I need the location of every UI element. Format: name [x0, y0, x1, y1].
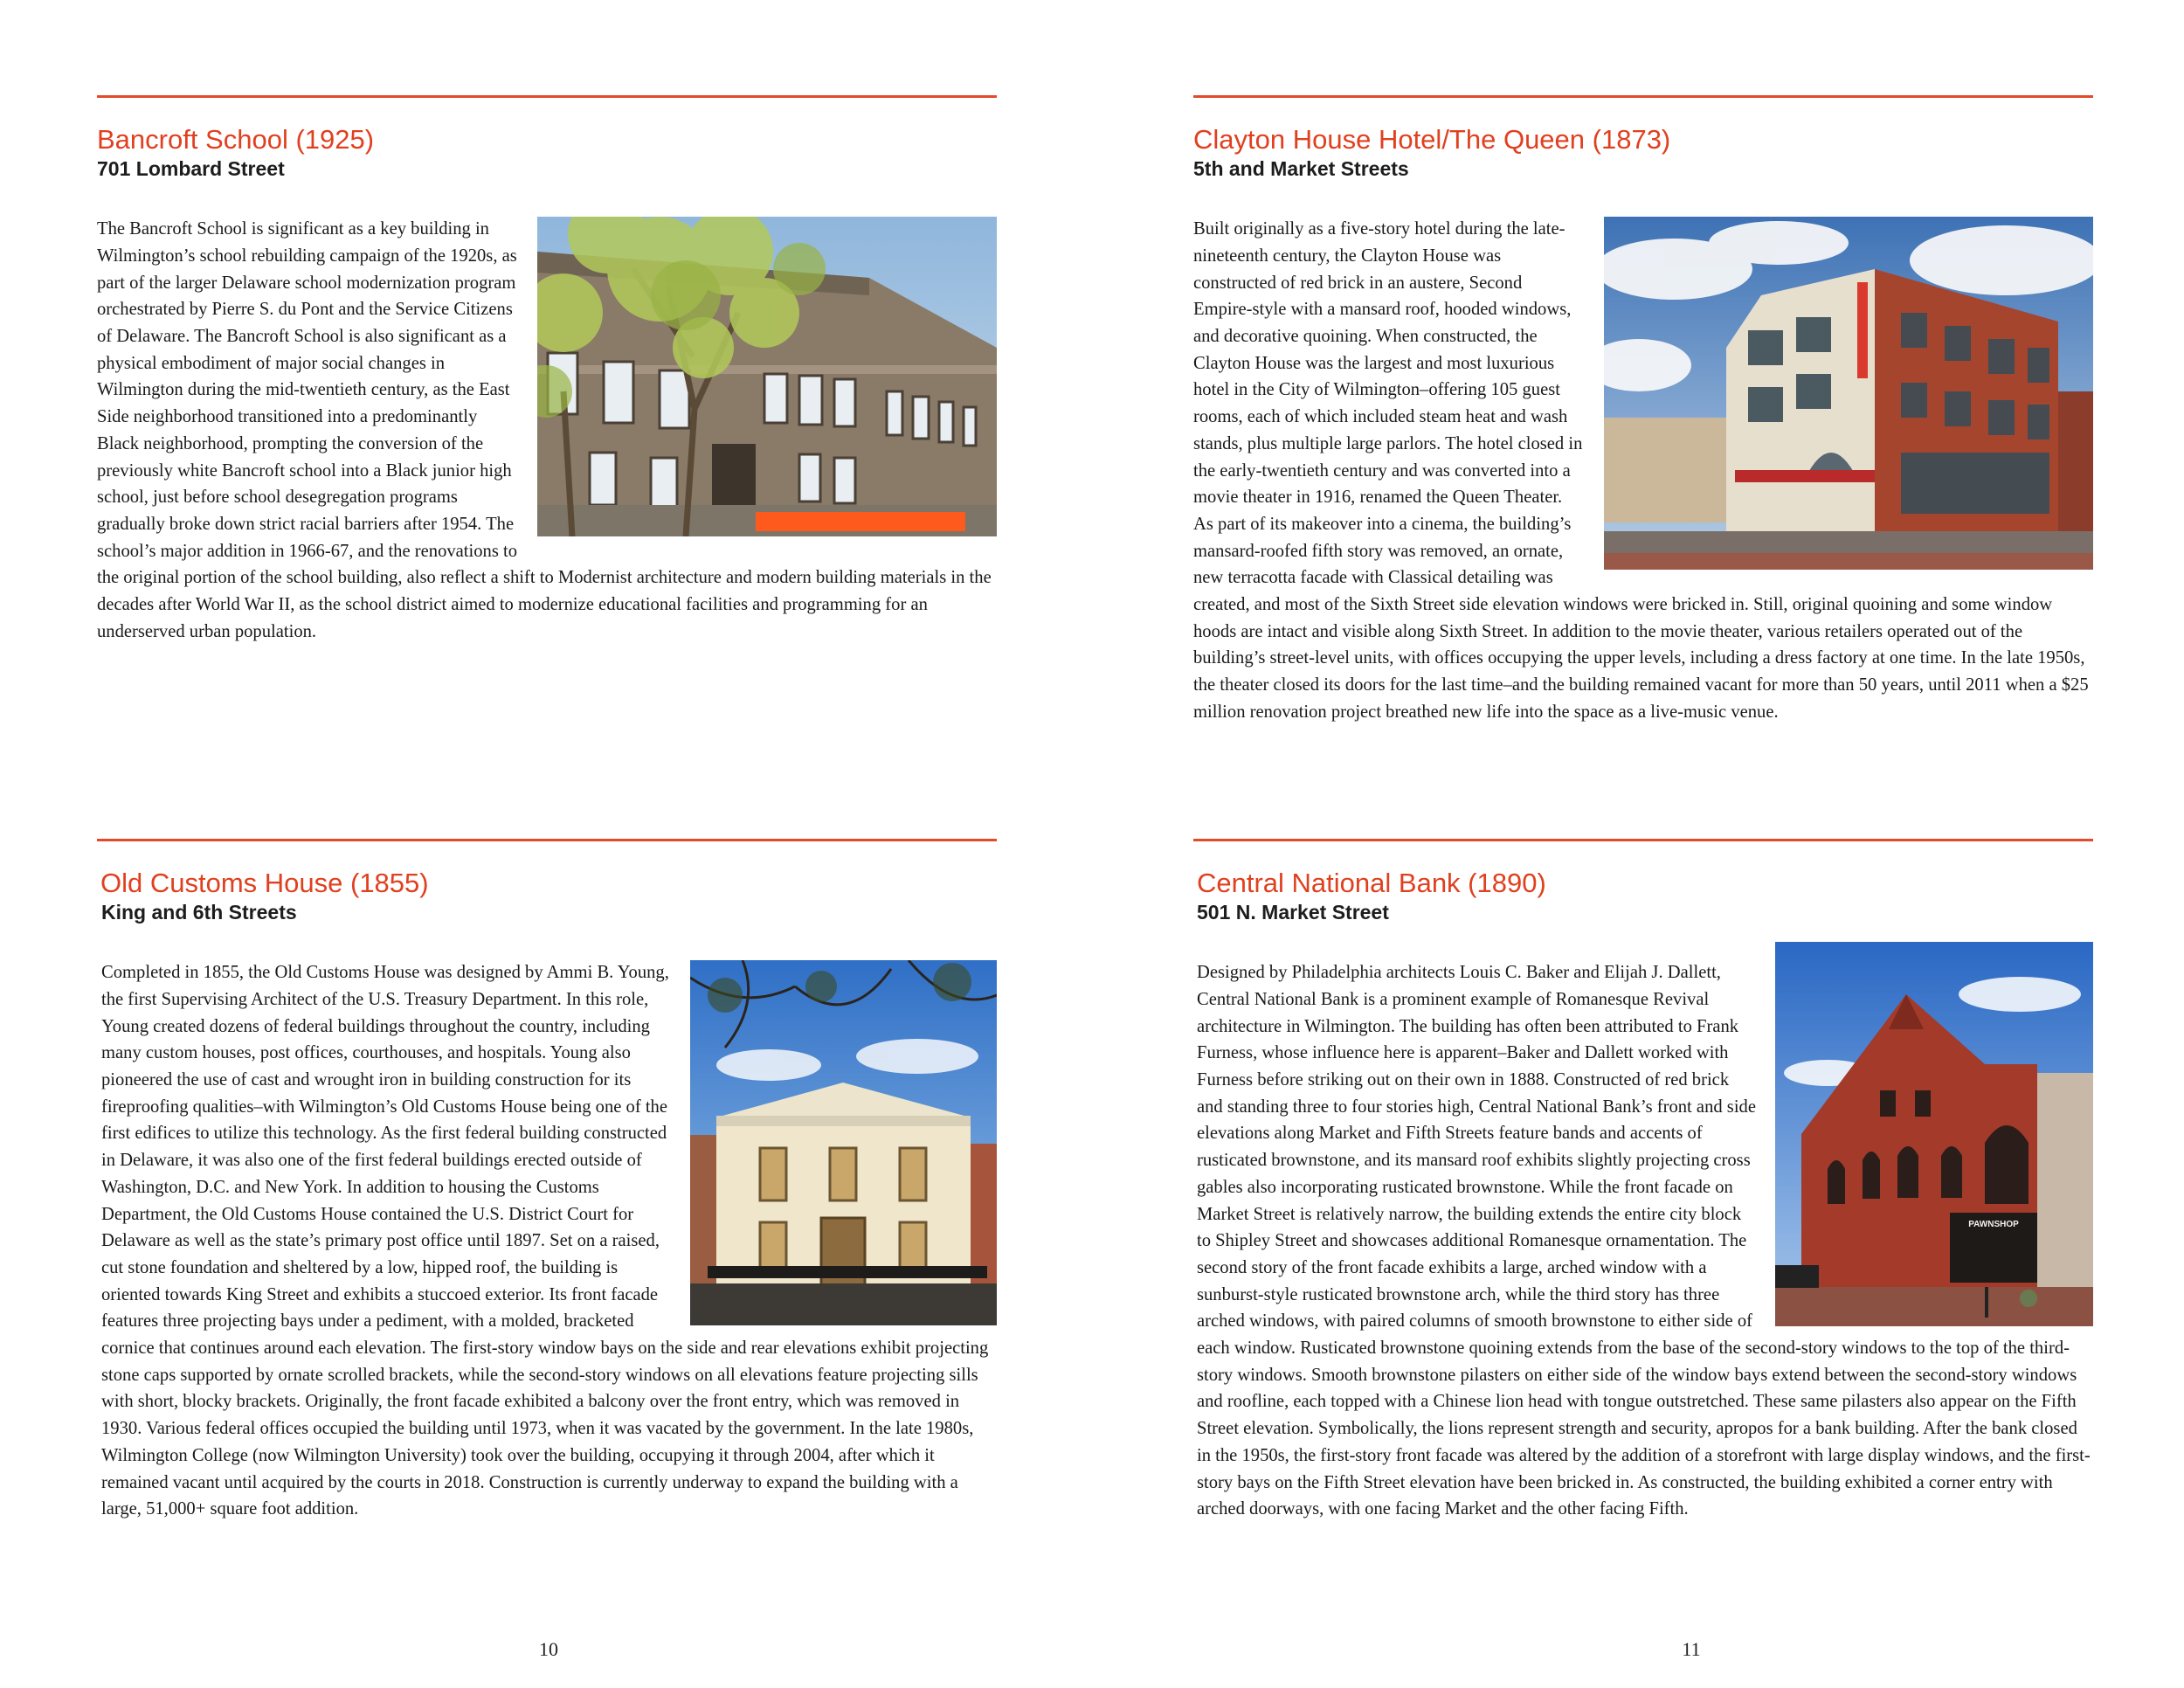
- central-national-bank-photo: [1775, 942, 2093, 1326]
- section-rule: [1193, 839, 2093, 841]
- entry-body: [1193, 216, 2093, 725]
- entry-title: Old Customs House (1855): [100, 868, 429, 898]
- entry-body: [97, 959, 997, 1523]
- section-rule: [97, 95, 997, 98]
- entry-body: [97, 216, 997, 645]
- entry-body-text: Built originally as a five-story hotel during the late-nineteenth century, the Clayton House was constructed of red brick in an austere, Second Empire-style with a mansard roof, hooded windows, and decorative quoining. When constructed, the Clayton House was the largest and most luxurious hotel in the City of Wilmington–offering 105 guest rooms, each of which included steam heat and wash stands, plus multiple large parlors. The hotel closed in the early-twentieth century and was converted into a movie theater in 1916, renamed the Queen Theater. As part of its makeover into a cinema, the building’s mansard-roofed fifth story was removed, an ornate, new terracotta facade with Classical detailing was created, and most of the Sixth Street side elevation windows were bricked in. Still, original quoining and some window hoods are intact and visible along Sixth Street. In addition to the movie theater, various retailers operated out of the building’s street-level units, with offices occupying the upper levels, including a dress factory at one time. In the late 1950s, the theater closed its doors for the last time–and the building remained vacant for more than 50 years, until 2011 when a $25 million renovation project breathed new life into the space as a live-music venue.: [1193, 219, 2089, 722]
- entry-old-customs-house: [97, 839, 997, 1523]
- pawnshop-sign: PAWNSHOP: [1968, 1220, 2019, 1230]
- clayton-house-photo: [1604, 217, 2093, 570]
- entry-title: Clayton House Hotel/The Queen (1873): [1193, 124, 1671, 155]
- entry-address: 701 Lombard Street: [97, 156, 285, 180]
- page-number: 11: [1682, 1638, 1701, 1660]
- entry-body-text: Completed in 1855, the Old Customs House was designed by Ammi B. Young, the first Supervising Architect of the U.S. Treasury Department. In this role, Young created dozens of federal buildings throughout the country, including many custom houses, post offices, courthouses, and hospitals. Young also pioneered the use of cast and wrought iron in building construction for its fireproofing qualities–with Wilmington’s Old Customs House being one of the first edifices to utilize this technology. As the first federal building constructed in Delaware, it was also one of the first federal buildings erected outside of Washington, D.C. and New York. In addition to housing the Customs Department, the Old Customs House contained the U.S. District Court for Delaware as well as the state’s primary post office until 1897. Set on a raised, cut stone foundation and sheltered by a low, hipped roof, the building is oriented towards King Street and exhibits a stuccoed exterior. Its front facade features three projecting bays under a pediment, with a molded, bracketed cornice that continues around each elevation. The first-story window bays on the side and rear elevations exhibit projecting stone caps supported by ornate scrolled brackets, while the second-story windows on all elevations feature projecting sills with short, blocky brackets. Originally, the front facade exhibited a balcony over the front entry, which was removed in 1930. Various federal offices occupied the building until 1973, when it was vacated by the government. In the late 1980s, Wilmington College (now Wilmington University) took over the building, occupying it through 2004, after which it remained vacant until acquired by the courts in 2018. Construction is currently underway to expand the building with a large, 51,000+ square foot addition.: [101, 963, 989, 1519]
- old-customs-house-photo: [690, 960, 997, 1325]
- page-number: 10: [539, 1638, 558, 1660]
- entry-clayton-house: [1193, 95, 2093, 726]
- right-page: [1092, 0, 2184, 1688]
- entry-title: Central National Bank (1890): [1197, 868, 1546, 898]
- entry-address: 5th and Market Streets: [1193, 156, 1409, 180]
- entry-body-text: The Bancroft School is significant as a key building in Wilmington’s school rebuilding campaign of the 1920s, as part of the larger Delaware school modernization program orchestrated by Pierre S. du Pont and the Service Citizens of Delaware. The Bancroft School is also significant as a physical embodiment of major social changes in Wilmington during the mid-twentieth century, as the East Side neighborhood transitioned into a predominantly Black neighborhood, prompting the conversion of the previously white Bancroft school into a Black junior high school, just before school desegregation programs gradually broke down strict racial barriers after 1954. The school’s major addition in 1966-67, and the renovations to the original portion of the school building, also reflect a shift to Modernist architecture and modern building materials in the decades after World War II, as the school district aimed to modernize educational facilities and programming for an underserved urban population.: [97, 219, 992, 641]
- entry-title: Bancroft School (1925): [97, 124, 375, 155]
- entry-central-national-bank: [1193, 839, 2093, 1523]
- entry-address: 501 N. Market Street: [1197, 900, 1389, 924]
- entry-body-text: Designed by Philadelphia architects Louis C. Baker and Elijah J. Dallett, Central National Bank is a prominent example of Romanesque Revival architecture in Wilmington. The building has often been attributed to Frank Furness, whose influence here is apparent–Baker and Dallett worked with Furness before striking out on their own in 1888. Constructed of red brick and standing three to four stories high, Central National Bank’s front and side elevations along Market and Fifth Streets feature bands and accents of rusticated brownstone, and its mansard roof exhibits slightly projecting cross gables also incorporating rusticated brownstone. While the front facade on Market Street is relatively narrow, the building extends the entire city block to Shipley Street and showcases additional Romanesque ornamentation. The second story of the front facade exhibits a large, arched window with a sunburst-style rusticated brownstone arch, while the third story has three arched windows, with paired columns of smooth brownstone to either side of each window. Rusticated brownstone quoining extends from the base of the second-story windows to the top of the third-story windows. Smooth brownstone pilasters on either side of the window bays extend between the second-story windows and roofline, each topped with a Chinese lion head with tongue outstretched. These same pilasters also appear on the Fifth Street elevation. Symbolically, the lions represent strength and security, apropos for a bank building. After the bank closed in the 1950s, the first-story front facade was altered by the addition of a storefront with large display windows, and the first-story bays on the Fifth Street elevation have been bricked in. As constructed, the building exhibited a corner entry with arched doorways, with one facing Market and the other facing Fifth.: [1197, 963, 2091, 1519]
- bancroft-school-photo: [537, 217, 997, 536]
- entry-bancroft-school: [97, 95, 997, 645]
- entry-address: King and 6th Streets: [101, 900, 297, 924]
- section-rule: [1193, 95, 2093, 98]
- section-rule: [97, 839, 997, 841]
- entry-body: [1193, 959, 2093, 1523]
